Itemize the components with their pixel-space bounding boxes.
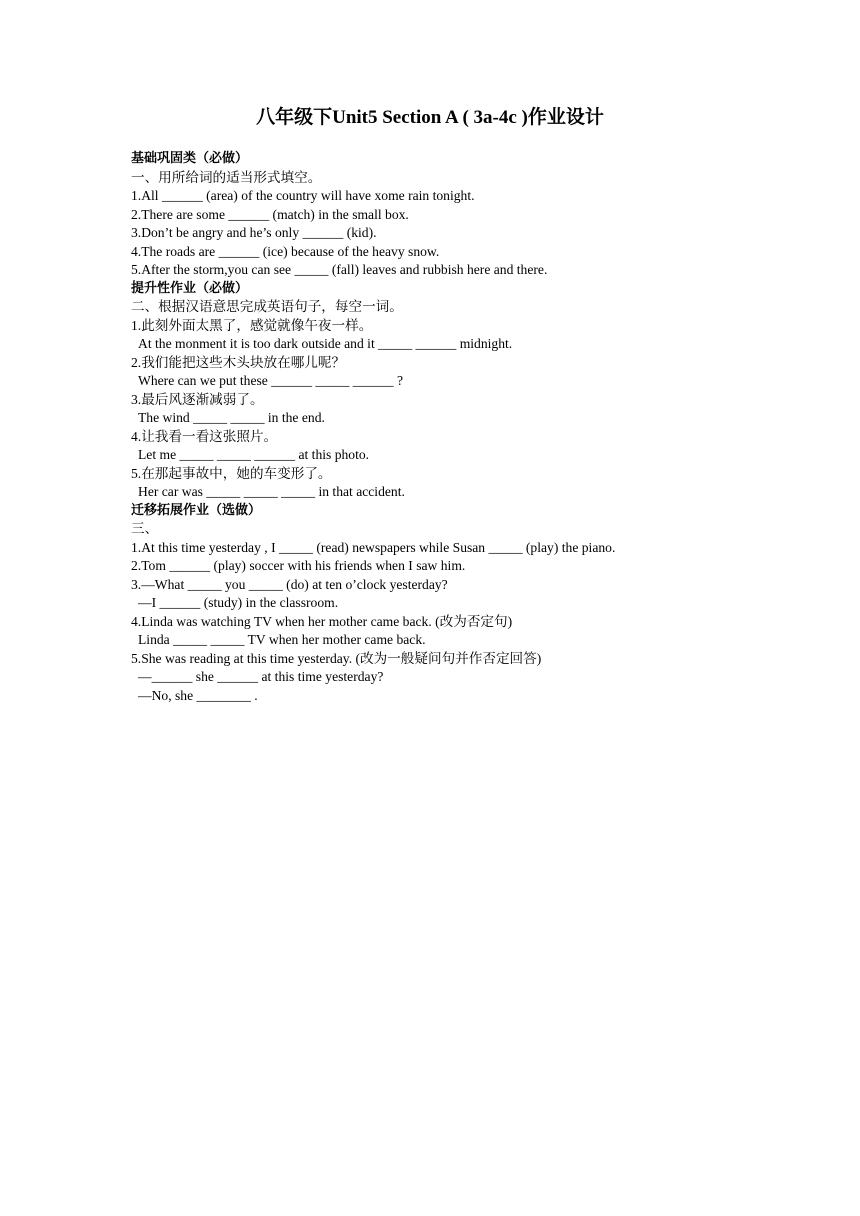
text-line: The wind _____ _____ in the end.	[138, 410, 325, 425]
section-heading: 提升性作业（必做）	[131, 280, 249, 296]
text-line: 4.The roads are ______ (ice) because of the heavy snow.	[131, 243, 440, 259]
text-line: 三、	[131, 521, 159, 536]
text-line: 1.此刻外面太黑了，感觉就像午夜一样。	[131, 317, 373, 333]
text-line: 1.At this time yesterday , I _____ (read) newspapers while Susan _____ (play) the piano.	[131, 539, 616, 555]
section-heading: 迁移拓展作业（选做）	[131, 502, 262, 518]
text-line: —No, she ________ .	[138, 687, 258, 703]
text-line: 4.Linda was watching TV when her mother came back. (改为否定句)	[131, 613, 513, 629]
text-line: 3.最后风逐渐减弱了。	[131, 391, 264, 407]
text-line: 2.There are some ______ (match) in the small box.	[131, 206, 409, 222]
text-line: 3.Don’t be angry and he’s only ______ (kid).	[131, 225, 377, 240]
text-line: 一、用所给词的适当形式填空。	[131, 169, 322, 185]
text-line: Let me _____ _____ ______ at this photo.	[138, 447, 370, 462]
text-line: 3.—What _____ you _____ (do) at ten o’clock yesterday?	[131, 576, 448, 592]
text-line: 4.让我看一看这张照片。	[131, 428, 278, 444]
text-line: 5.在那起事故中，她的车变形了。	[131, 465, 332, 481]
document-title: 八年级下Unit5 Section A ( 3a-4c )作业设计	[256, 107, 604, 128]
text-line: 2.Tom ______ (play) soccer with his friends when I saw him.	[131, 558, 466, 573]
text-line: —I ______ (study) in the classroom.	[138, 595, 339, 610]
text-line: 1.All ______ (area) of the country will have xome rain tonight.	[131, 188, 475, 203]
document-body	[131, 150, 831, 705]
text-line: 2.我们能把这些木头块放在哪儿呢？	[131, 354, 346, 370]
text-line: Where can we put these ______ _____ ______ ?	[138, 373, 404, 388]
text-line: Linda _____ _____ TV when her mother came back.	[138, 632, 426, 647]
text-line: At the monment it is too dark outside and it _____ ______ midnight.	[138, 336, 513, 351]
text-line: —______ she ______ at this time yesterday?	[138, 669, 384, 684]
text-line: 二、根据汉语意思完成英语句子，每空一词。	[131, 299, 403, 314]
section-heading: 基础巩固类（必做）	[131, 151, 249, 166]
text-line: 5.She was reading at this time yesterday. (改为一般疑问句并作否定回答)	[131, 650, 542, 666]
text-line: 5.After the storm,you can see _____ (fall) leaves and rubbish here and there.	[131, 262, 548, 277]
text-line: Her car was _____ _____ _____ in that accident.	[138, 484, 405, 499]
